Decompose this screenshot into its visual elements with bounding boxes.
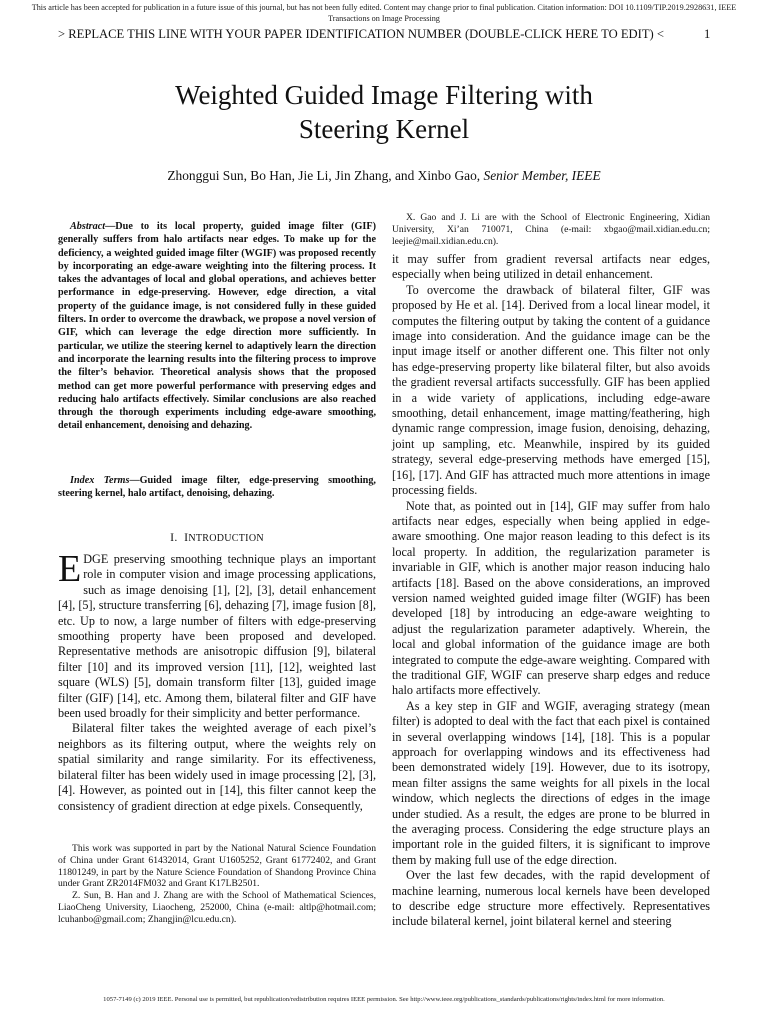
right-paragraph-2: Note that, as pointed out in [14], GIF may suffer from halo artifacts near edges, especially when being applied in edge-aware smoothing. One major reason leading to this defect is its local property. In addition, the regularization parameter is invariable in GIF, which is another major reason inducing halo artifacts [18]. Based on the above considerations, an improved version named weighted guided image filter (WGIF) has been developed [18] by introducing an edge-aware weighting to adjust the regularization parameter adaptively. Wherein, the local and global information of the guidance image are both integrated to compute the edge-aware weighting. Compared with the traditional GIF, WGIF can preserve sharp edges and reduce halo artifacts more effectively.: [392, 498, 710, 698]
journal-notice: [0, 3, 768, 24]
section-heading-introduction: [58, 530, 376, 545]
section-title-rest: NTRODUCTION: [188, 533, 264, 544]
right-paragraph-1: To overcome the drawback of bilateral filter, GIF was proposed by He et al. [14]. Derived from a local linear model, it computes the filtering output by taking the content of a guidance image into consideration. And the guidance image can be the input image itself or another different one. This filter not only has edge-preserving property like bilateral filter, but also avoids the gradient reversal artifacts successfully. GIF has been applied in a wide variety of applications, including edge-aware smoothing, detail enhancement, image matting/feathering, high dynamic range compression, image fusion, denoising, dehazing, joint up sampling, etc. Meanwhile, inspired by its guided strategy, several edge-preserving methods have emerged [15], [16], [17]. And GIF has attracted much more attentions in image processing fields.: [392, 282, 710, 498]
footnote-funding: This work was supported in part by the National Natural Science Foundation of China under Grant 61432014, Grant U1605252, Grant 61772402, and Grant 11801249, in part by the Nature Science Foundation of Shandong Province China under Grant ZR2014FM032 and Grant K17LB2501.: [58, 843, 376, 890]
intro-paragraph-2: Bilateral filter takes the weighted average of each pixel’s neighbors as its filtering output, where the weights rely on spatial similarity and range similarity. For its effectiveness, bilateral filter has been widely used in image processing [2], [3], [4]. However, as pointed out in [14], this filter cannot keep the consistency of gradient direction at edge pixels. Consequently,: [58, 721, 376, 813]
paper-id-placeholder: > REPLACE THIS LINE WITH YOUR PAPER IDENTIFICATION NUMBER (DOUBLE-CLICK HERE TO EDIT) <: [58, 27, 664, 41]
index-terms-text: —Guided image filter, edge-preserving smoothing, steering kernel, halo artifact, denoising, dehazing.: [58, 475, 376, 500]
right-paragraph-3: As a key step in GIF and WGIF, averaging strategy (mean filter) is adopted to deal with the fact that each pixel is contained in several overlapping windows [14], [18]. This is a popular approach for overlapping windows and its effectiveness had been demonstrated widely [19]. However, due to its isotropy, mean filter assigns the same weights for all pixels in the local window, which neglects the directions of edges in the image under studied. As a result, the edges are prone to be blurred in the averaging process. Considering the edge structure plays an important role in the guided filters, it is significant to improve them by making full use of the edge direction.: [392, 698, 710, 867]
author-list: [84, 168, 684, 184]
footnote-affiliation-1: Z. Sun, B. Han and J. Zhang are with the School of Mathematical Sciences, LiaoCheng University, Liaocheng, 252000, China (e-mail: altlp@hotmail.com; lcuhanbo@gmail.com; Zhangjin@lcu.edu.cn).: [58, 890, 376, 925]
right-paragraph-4: Over the last few decades, with the rapid development of machine learning, numerous local kernels have been developed to describe edge structure more effectively. Representatives include bilateral kernel, joint bilateral kernel and steering: [392, 868, 710, 929]
copyright-footer: 1057-7149 (c) 2019 IEEE. Personal use is permitted, but republication/redistribution requires IEEE permission. See http://www.ieee.org/publications_standards/publications/rights/index.html for more information.: [103, 996, 665, 1003]
notice-line-1: This article has been accepted for publication in a future issue of this journal, but has not been fully edited. Content may change prior to final publication. Citation information: DOI 10.1109/TIP.2019.2928631, IEEE: [31, 3, 737, 12]
authors-membership: Senior Member, IEEE: [483, 168, 601, 183]
drop-cap: E: [58, 548, 82, 590]
intro-paragraph-1: [58, 548, 376, 721]
intro-p1-text: DGE preserving smoothing technique plays an important role in computer vision and image processing applications, such as image denoising [1], [2], [3], detail enhancement [4], [5], structure transferring [6], dehazing [7], image fusion [8], etc. Up to now, a large number of filters with edge-preserving smoothing property have been proposed and developed. Representative methods are anisotropic diffusion [9], bilateral filter [10] and its improved version [11], [12], weighted last square (WLS) [5], domain transform filter [13], guided image filter (GIF) [14], etc. Among them, bilateral filter and GIF have been used broadly for their simplicity and better performance.: [58, 552, 376, 721]
authors-names: Zhonggui Sun, Bo Han, Jie Li, Jin Zhang, and Xinbo Gao,: [167, 168, 481, 183]
abstract-label: Abstract: [70, 221, 106, 232]
title-line-1: Weighted Guided Image Filtering with: [175, 80, 593, 110]
section-initial: I: [184, 530, 189, 544]
abstract-text: —Due to its local property, guided image filter (GIF) generally suffers from halo artifacts near edges. To make up for the deficiency, a weighted guided image filter (WGIF) was proposed recently by incorporating an edge-aware weighting into the filtering process. It takes the advantages of local and global operations, and achieves better performance in edge-preserving. However, edge direction, a vital property of the guidance image, is not considered fully in these guided filters. In order to overcome the drawback, we propose a novel version of GIF, which can leverage the edge direction more sufficiently. In particular, we utilize the steering kernel to adaptively learn the direction and incorporate the learning results into the filtering process to improve the filter’s behavior. Theoretical analysis shows that the proposed method can get more powerful performance with preserving edges and reducing halo artifacts effectively. Similar conclusions are also reached through the thorough experiments including edge-aware smoothing, detail enhancement, denoising and dehazing.: [58, 221, 376, 432]
title-line-2: Steering Kernel: [298, 114, 470, 144]
abstract: [58, 220, 376, 433]
notice-line-2: Transactions on Image Processing: [328, 13, 440, 23]
right-paragraph-0: it may suffer from gradient reversal artifacts near edges, especially when being utilized in detail enhancement.: [392, 252, 710, 282]
introduction-body: [58, 548, 376, 814]
right-column-body: [392, 252, 710, 930]
page-number: 1: [704, 27, 711, 41]
section-numeral: I.: [170, 530, 178, 544]
footnote-affiliation-2: [392, 212, 710, 247]
index-terms: [58, 474, 376, 501]
footnotes-left: [58, 843, 376, 926]
footnote-affiliation-2-text: X. Gao and J. Li are with the School of Electronic Engineering, Xidian University, Xi’an 710071, China (e-mail: xbgao@mail.xidian.edu.cn; leejie@mail.xidian.edu.cn).: [392, 212, 710, 247]
paper-title: [84, 78, 684, 146]
index-terms-label: Index Terms: [70, 475, 130, 486]
